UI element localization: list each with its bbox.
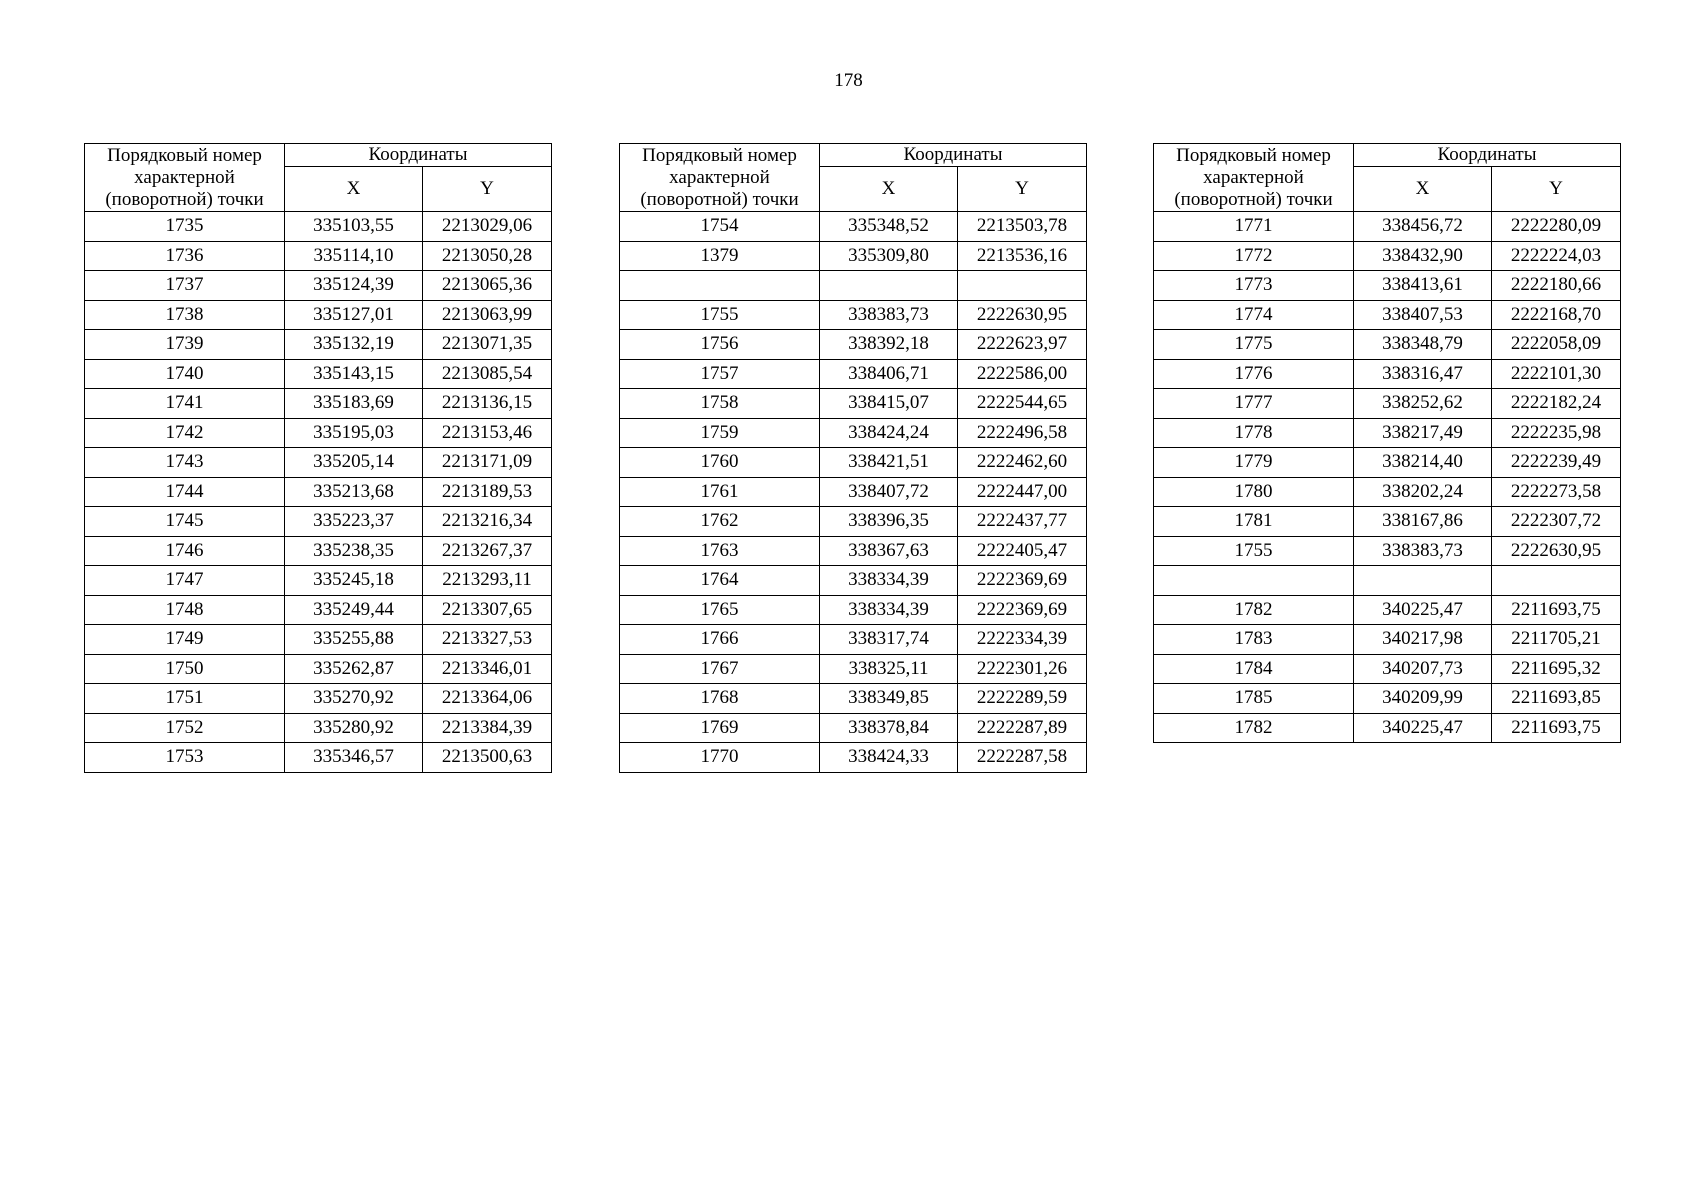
y-coordinate-cell: 2213267,37 (423, 536, 552, 566)
x-coordinate-cell: 335348,52 (820, 212, 958, 242)
x-coordinate-cell: 335255,88 (285, 625, 423, 655)
table-row (620, 713, 1087, 743)
coordinates-table-2 (619, 143, 1087, 773)
x-coordinate-cell: 335223,37 (285, 507, 423, 537)
x-coordinate-cell: 338396,35 (820, 507, 958, 537)
x-coordinate-cell: 338392,18 (820, 330, 958, 360)
coordinates-header: Координаты (1354, 144, 1621, 167)
point-number-cell: 1766 (620, 625, 820, 655)
table-row (620, 743, 1087, 773)
table-row (1154, 271, 1621, 301)
point-number-cell: 1758 (620, 389, 820, 419)
table-row (620, 566, 1087, 596)
x-coordinate-cell: 338378,84 (820, 713, 958, 743)
table-row (85, 212, 552, 242)
point-number-cell: 1774 (1154, 300, 1354, 330)
point-number-cell: 1782 (1154, 713, 1354, 743)
point-number-cell: 1775 (1154, 330, 1354, 360)
x-coordinate-cell: 340217,98 (1354, 625, 1492, 655)
y-coordinate-cell: 2213063,99 (423, 300, 552, 330)
point-number-cell: 1751 (85, 684, 285, 714)
x-coordinate-cell: 338432,90 (1354, 241, 1492, 271)
y-coordinate-cell: 2213327,53 (423, 625, 552, 655)
table-row (85, 389, 552, 419)
y-coordinate-cell: 2213293,11 (423, 566, 552, 596)
table-row (1154, 448, 1621, 478)
y-coordinate-cell: 2213153,46 (423, 418, 552, 448)
y-coordinate-cell: 2213503,78 (958, 212, 1087, 242)
y-coordinate-cell: 2213189,53 (423, 477, 552, 507)
table-row (85, 418, 552, 448)
point-number-cell: 1748 (85, 595, 285, 625)
y-coordinate-cell: 2213171,09 (423, 448, 552, 478)
x-coordinate-cell: 335280,92 (285, 713, 423, 743)
table-row (620, 536, 1087, 566)
x-coordinate-cell: 335103,55 (285, 212, 423, 242)
point-number-header: Порядковый номер характерной (поворотной) точки (85, 144, 285, 212)
x-coordinate-cell: 338252,62 (1354, 389, 1492, 419)
x-coordinate-cell (820, 271, 958, 301)
point-number-cell: 1741 (85, 389, 285, 419)
x-coordinate-cell: 338383,73 (1354, 536, 1492, 566)
x-coordinate-cell: 338348,79 (1354, 330, 1492, 360)
table-body (85, 212, 552, 773)
coordinates-header: Координаты (820, 144, 1087, 167)
point-number-cell: 1762 (620, 507, 820, 537)
y-coordinate-cell: 2213085,54 (423, 359, 552, 389)
table-row (85, 477, 552, 507)
table-row (620, 625, 1087, 655)
x-coordinate-cell: 335132,19 (285, 330, 423, 360)
x-coordinate-cell: 338202,24 (1354, 477, 1492, 507)
table-row (85, 566, 552, 596)
y-coordinate-cell: 2222437,77 (958, 507, 1087, 537)
y-coordinate-cell: 2211693,85 (1492, 684, 1621, 714)
point-number-header: Порядковый номер характерной (поворотной) точки (1154, 144, 1354, 212)
y-coordinate-cell: 2222180,66 (1492, 271, 1621, 301)
point-number-cell: 1773 (1154, 271, 1354, 301)
point-number-cell: 1780 (1154, 477, 1354, 507)
y-coordinate-cell: 2222307,72 (1492, 507, 1621, 537)
point-number-cell: 1379 (620, 241, 820, 271)
table-row (85, 448, 552, 478)
table-row (1154, 684, 1621, 714)
x-coordinate-cell: 338413,61 (1354, 271, 1492, 301)
coordinates-header: Координаты (285, 144, 552, 167)
y-coordinate-cell: 2222630,95 (958, 300, 1087, 330)
table-row (1154, 477, 1621, 507)
point-number-cell: 1737 (85, 271, 285, 301)
table-row (620, 241, 1087, 271)
point-number-cell: 1755 (620, 300, 820, 330)
table-row (620, 654, 1087, 684)
y-coordinate-cell: 2213307,65 (423, 595, 552, 625)
table-row (85, 330, 552, 360)
y-coordinate-cell: 2222447,00 (958, 477, 1087, 507)
point-number-cell: 1776 (1154, 359, 1354, 389)
coordinates-table-3 (1153, 143, 1621, 743)
x-coordinate-cell: 335309,80 (820, 241, 958, 271)
point-number-cell: 1783 (1154, 625, 1354, 655)
y-header: Y (1492, 167, 1621, 212)
point-number-cell: 1760 (620, 448, 820, 478)
y-coordinate-cell: 2222369,69 (958, 566, 1087, 596)
x-coordinate-cell: 338217,49 (1354, 418, 1492, 448)
y-coordinate-cell: 2213384,39 (423, 713, 552, 743)
y-coordinate-cell: 2222287,89 (958, 713, 1087, 743)
point-number-cell: 1782 (1154, 595, 1354, 625)
x-coordinate-cell: 338406,71 (820, 359, 958, 389)
table-row (620, 271, 1087, 301)
point-number-header: Порядковый номер характерной (поворотной) точки (620, 144, 820, 212)
y-coordinate-cell: 2213071,35 (423, 330, 552, 360)
x-coordinate-cell: 335245,18 (285, 566, 423, 596)
x-coordinate-cell: 338407,53 (1354, 300, 1492, 330)
y-coordinate-cell: 2222544,65 (958, 389, 1087, 419)
y-coordinate-cell: 2211693,75 (1492, 713, 1621, 743)
x-coordinate-cell: 338334,39 (820, 595, 958, 625)
table-row (1154, 566, 1621, 596)
x-coordinate-cell: 335205,14 (285, 448, 423, 478)
table-row (620, 684, 1087, 714)
point-number-cell: 1738 (85, 300, 285, 330)
x-coordinate-cell: 338421,51 (820, 448, 958, 478)
y-coordinate-cell: 2222273,58 (1492, 477, 1621, 507)
y-coordinate-cell: 2213500,63 (423, 743, 552, 773)
table-row (1154, 241, 1621, 271)
x-coordinate-cell: 340225,47 (1354, 713, 1492, 743)
y-coordinate-cell: 2222586,00 (958, 359, 1087, 389)
x-coordinate-cell: 335114,10 (285, 241, 423, 271)
point-number-cell: 1743 (85, 448, 285, 478)
table-row (620, 300, 1087, 330)
table-row (85, 359, 552, 389)
point-number-cell: 1757 (620, 359, 820, 389)
table-row (1154, 625, 1621, 655)
coordinates-table-1 (84, 143, 552, 773)
table-row (620, 477, 1087, 507)
y-coordinate-cell: 2213216,34 (423, 507, 552, 537)
y-coordinate-cell: 2222623,97 (958, 330, 1087, 360)
x-coordinate-cell (1354, 566, 1492, 596)
x-coordinate-cell: 338214,40 (1354, 448, 1492, 478)
point-number-cell: 1779 (1154, 448, 1354, 478)
y-coordinate-cell: 2222630,95 (1492, 536, 1621, 566)
table-row (620, 448, 1087, 478)
x-coordinate-cell: 340209,99 (1354, 684, 1492, 714)
y-coordinate-cell: 2222287,58 (958, 743, 1087, 773)
point-number-cell: 1785 (1154, 684, 1354, 714)
table-row (620, 595, 1087, 625)
x-coordinate-cell: 338415,07 (820, 389, 958, 419)
table-row (620, 418, 1087, 448)
y-coordinate-cell: 2222058,09 (1492, 330, 1621, 360)
table-row (85, 684, 552, 714)
y-coordinate-cell: 2222224,03 (1492, 241, 1621, 271)
x-coordinate-cell: 335270,92 (285, 684, 423, 714)
table-row (85, 536, 552, 566)
table-row (1154, 418, 1621, 448)
table-row (1154, 300, 1621, 330)
x-coordinate-cell: 335249,44 (285, 595, 423, 625)
x-coordinate-cell: 335262,87 (285, 654, 423, 684)
point-number-cell: 1749 (85, 625, 285, 655)
table-body (620, 212, 1087, 773)
point-number-cell: 1742 (85, 418, 285, 448)
y-coordinate-cell: 2222182,24 (1492, 389, 1621, 419)
table-row (620, 359, 1087, 389)
table-row (1154, 330, 1621, 360)
table-row (1154, 507, 1621, 537)
point-number-cell: 1768 (620, 684, 820, 714)
point-number-cell: 1744 (85, 477, 285, 507)
x-coordinate-cell: 338334,39 (820, 566, 958, 596)
x-coordinate-cell: 335213,68 (285, 477, 423, 507)
point-number-cell: 1759 (620, 418, 820, 448)
table-row (85, 595, 552, 625)
table-row (1154, 212, 1621, 242)
x-coordinate-cell: 338367,63 (820, 536, 958, 566)
point-number-cell: 1747 (85, 566, 285, 596)
point-number-cell: 1755 (1154, 536, 1354, 566)
point-number-cell: 1771 (1154, 212, 1354, 242)
y-coordinate-cell: 2222101,30 (1492, 359, 1621, 389)
table-row (1154, 389, 1621, 419)
y-coordinate-cell: 2222405,47 (958, 536, 1087, 566)
point-number-cell: 1736 (85, 241, 285, 271)
point-number-cell: 1753 (85, 743, 285, 773)
x-coordinate-cell: 335238,35 (285, 536, 423, 566)
y-coordinate-cell (1492, 566, 1621, 596)
y-coordinate-cell: 2213364,06 (423, 684, 552, 714)
x-coordinate-cell: 338167,86 (1354, 507, 1492, 537)
point-number-cell: 1739 (85, 330, 285, 360)
point-number-cell: 1745 (85, 507, 285, 537)
table-row (85, 625, 552, 655)
table-row (1154, 713, 1621, 743)
x-coordinate-cell: 338407,72 (820, 477, 958, 507)
y-coordinate-cell: 2222280,09 (1492, 212, 1621, 242)
x-coordinate-cell: 335346,57 (285, 743, 423, 773)
x-coordinate-cell: 338317,74 (820, 625, 958, 655)
point-number-cell: 1777 (1154, 389, 1354, 419)
point-number-cell: 1740 (85, 359, 285, 389)
y-header: Y (423, 167, 552, 212)
x-coordinate-cell: 335183,69 (285, 389, 423, 419)
x-coordinate-cell: 338383,73 (820, 300, 958, 330)
y-coordinate-cell: 2222239,49 (1492, 448, 1621, 478)
y-coordinate-cell: 2213029,06 (423, 212, 552, 242)
point-number-cell: 1750 (85, 654, 285, 684)
y-header: Y (958, 167, 1087, 212)
y-coordinate-cell: 2213136,15 (423, 389, 552, 419)
point-number-cell: 1752 (85, 713, 285, 743)
table-row (1154, 359, 1621, 389)
point-number-cell: 1772 (1154, 241, 1354, 271)
table-row (1154, 654, 1621, 684)
point-number-cell: 1784 (1154, 654, 1354, 684)
y-coordinate-cell: 2222369,69 (958, 595, 1087, 625)
point-number-cell: 1778 (1154, 418, 1354, 448)
table-row (1154, 536, 1621, 566)
x-coordinate-cell: 338424,33 (820, 743, 958, 773)
x-coordinate-cell: 338349,85 (820, 684, 958, 714)
x-coordinate-cell: 338424,24 (820, 418, 958, 448)
y-coordinate-cell: 2211693,75 (1492, 595, 1621, 625)
x-coordinate-cell: 340207,73 (1354, 654, 1492, 684)
point-number-cell: 1735 (85, 212, 285, 242)
x-header: X (820, 167, 958, 212)
x-coordinate-cell: 335127,01 (285, 300, 423, 330)
table-row (620, 507, 1087, 537)
point-number-cell: 1767 (620, 654, 820, 684)
table-row (85, 654, 552, 684)
table-row (620, 389, 1087, 419)
table-row (85, 743, 552, 773)
y-coordinate-cell: 2211705,21 (1492, 625, 1621, 655)
x-coordinate-cell: 335143,15 (285, 359, 423, 389)
y-coordinate-cell: 2213536,16 (958, 241, 1087, 271)
x-coordinate-cell: 335195,03 (285, 418, 423, 448)
table-row (85, 507, 552, 537)
point-number-cell: 1764 (620, 566, 820, 596)
point-number-cell: 1761 (620, 477, 820, 507)
point-number-cell: 1781 (1154, 507, 1354, 537)
x-coordinate-cell: 338456,72 (1354, 212, 1492, 242)
table-row (85, 271, 552, 301)
y-coordinate-cell: 2222235,98 (1492, 418, 1621, 448)
point-number-cell: 1765 (620, 595, 820, 625)
x-header: X (1354, 167, 1492, 212)
point-number-cell (1154, 566, 1354, 596)
table-row (620, 330, 1087, 360)
table-row (85, 713, 552, 743)
table-row (620, 212, 1087, 242)
y-coordinate-cell: 2222301,26 (958, 654, 1087, 684)
y-coordinate-cell: 2222289,59 (958, 684, 1087, 714)
point-number-cell (620, 271, 820, 301)
x-header: X (285, 167, 423, 212)
table-body (1154, 212, 1621, 743)
y-coordinate-cell: 2222168,70 (1492, 300, 1621, 330)
y-coordinate-cell: 2222496,58 (958, 418, 1087, 448)
page-number: 178 (834, 70, 863, 91)
y-coordinate-cell: 2222462,60 (958, 448, 1087, 478)
y-coordinate-cell: 2213065,36 (423, 271, 552, 301)
x-coordinate-cell: 338325,11 (820, 654, 958, 684)
point-number-cell: 1770 (620, 743, 820, 773)
y-coordinate-cell: 2213050,28 (423, 241, 552, 271)
point-number-cell: 1769 (620, 713, 820, 743)
x-coordinate-cell: 335124,39 (285, 271, 423, 301)
y-coordinate-cell: 2211695,32 (1492, 654, 1621, 684)
x-coordinate-cell: 338316,47 (1354, 359, 1492, 389)
point-number-cell: 1746 (85, 536, 285, 566)
y-coordinate-cell (958, 271, 1087, 301)
table-row (1154, 595, 1621, 625)
y-coordinate-cell: 2213346,01 (423, 654, 552, 684)
y-coordinate-cell: 2222334,39 (958, 625, 1087, 655)
point-number-cell: 1754 (620, 212, 820, 242)
table-row (85, 300, 552, 330)
point-number-cell: 1763 (620, 536, 820, 566)
table-row (85, 241, 552, 271)
point-number-cell: 1756 (620, 330, 820, 360)
x-coordinate-cell: 340225,47 (1354, 595, 1492, 625)
